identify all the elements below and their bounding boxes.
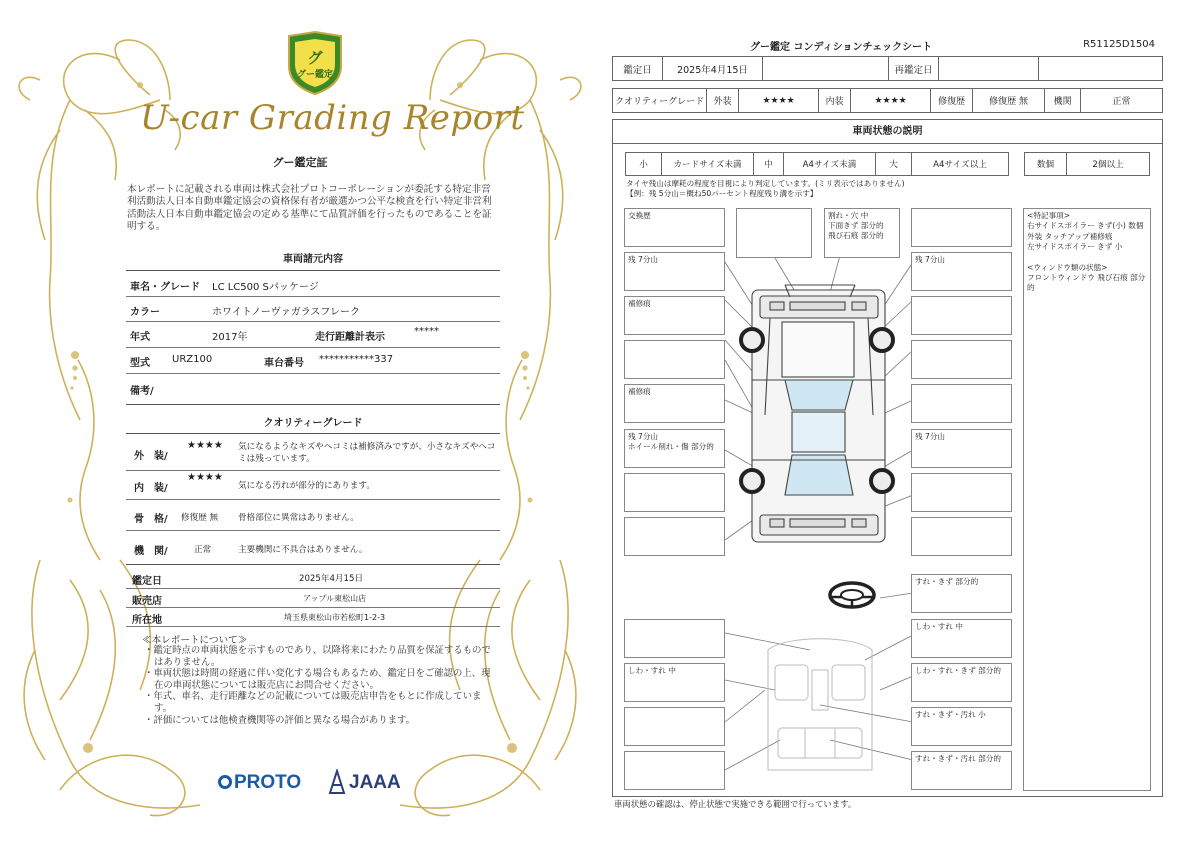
name-value: LC LC500 Sパッケージ [212,282,319,293]
ext-label: 外装 [707,89,739,113]
remark-box [624,751,725,790]
sheet-footer: 車両状態の確認は、停止状態で実施できる範囲で行っています。 [614,799,857,809]
remark-box: しわ・すれ 中 [624,663,725,702]
count-label: 数個 [1025,153,1067,176]
certificate-heading: グー鑑定証 [272,156,328,169]
address-value: 埼玉県東松山市若松町1-2-3 [284,613,386,622]
note-item: ・年式、車名、走行距離などの記載については販売店申告をもとに作成しています。 [144,691,482,714]
note-item: ・鑑定時点の車両状態を示すものであり、以降将来にわたり品質を保証するものではありません。 [144,645,491,668]
remark-box: すれ・きず・汚れ 小 [911,707,1012,746]
divider [126,607,500,608]
remark-box-front: 割れ・穴 中 下面きず 部分的 飛び石痕 部分的 [824,208,900,258]
special-title: <特記事項> [1027,211,1071,220]
jaaa-logo: JAAA [349,772,401,793]
report-script-title: U-car Grading Report [140,98,525,138]
remark-box: 残 7分山 [911,429,1012,468]
explanation-title: 車両状態の説明 [612,119,1163,144]
remark-box: 残 7分山 [624,252,725,291]
goo-kantei-emblem [283,30,347,96]
certificate-intro: 本レポートに記載される車両は株式会社プロトコーポレーションが委託する特定非営利活動法人日本自動車鑑定協会の資格保有者が厳選かつ公平な検査を行い特定非営利活動法人日本自動車鑑定協会の定める基準にて品質評価を行ったものであることを証明する。 [127,184,492,233]
int-label: 内装 [819,89,851,113]
emblem-logo-text: グ [307,49,323,67]
size-small: 小 [626,153,662,176]
engine-label: 機関 [1045,89,1081,113]
special-line: 右サイドスポイラー きず(小) 数個 [1027,221,1144,231]
divider [126,347,500,348]
divider [126,404,500,405]
remark-box [911,517,1012,556]
grade-label: クオリティーグレード [613,89,707,113]
remark-box [911,473,1012,512]
jaaa-mark-icon [328,769,346,795]
color-label: カラー [130,307,160,318]
proto-logo [218,772,301,794]
note-item: ・車両状態は時間の経過に伴い変化する場合もあるため、鑑定日をご確認の上、現在の車両状態については販売店にお問合せください。 [144,668,491,691]
condition-check-sheet [600,0,1200,848]
window-line: フロントウィンドウ 飛び石痕 部分的 [1027,273,1146,293]
remark-box [624,517,725,556]
remark-box: すれ・きず・汚れ 部分的 [911,751,1012,790]
engine-value: 正常 [194,545,212,555]
remark-box: しわ・すれ 中 [911,619,1012,658]
interior-label: 内 装/ [134,483,168,494]
sheet-title: グー鑑定 コンディションチェックシート [750,42,933,53]
exterior-comment: 気になるようなキズやヘコミは補修済みですが、小さなキズやヘコミは残っています。 [238,442,496,464]
count-value: 2個以上 [1067,153,1150,176]
int-value: ★★★★ [851,89,931,113]
remark-box [624,707,725,746]
proto-logo-text: PROTO [234,772,302,793]
shop-value: アップル東松山店 [303,594,367,603]
name-label: 車名・グレード [130,282,200,293]
mileage-value: ***** [414,326,439,337]
remarks-label: 備考/ [130,386,154,397]
divider [126,270,500,271]
sheet-id: R51125D1504 [1083,39,1155,50]
exterior-stars: ★★★★ [187,440,223,451]
size-small-desc: カードサイズ未満 [662,153,754,176]
divider [126,470,500,471]
size-large: 大 [876,153,912,176]
repair-label: 修復歴 [931,89,973,113]
reinspect-label: 再鑑定日 [889,57,939,81]
remark-box [736,208,812,258]
remark-box [911,384,1012,423]
divider [126,321,500,322]
proto-logo-mark [218,775,232,789]
frame-comment: 骨格部位に異常はありません。 [238,513,359,523]
remark-box: しわ・すれ・きず 部分的 [911,663,1012,702]
emblem-text: グー鑑定 [296,70,334,80]
tyre-note-line: 【例：残 5分山＝概ね50パーセント程度残り溝を示す】 [626,189,818,198]
special-notes [1023,208,1151,791]
frame-label: 骨 格/ [134,514,168,525]
date-label: 鑑定日 [613,57,663,81]
remark-box [911,340,1012,379]
special-line: 左サイドスポイラー きず 小 [1027,242,1123,252]
remark-box: 補修痕 [624,384,725,423]
divider [126,588,500,589]
remark-box: すれ・きず 部分的 [911,574,1012,613]
engine-comment: 主要機関に不具合はありません。 [238,545,368,555]
size-mid: 中 [754,153,784,176]
exterior-label: 外 装/ [134,451,168,462]
remark-box [624,473,725,512]
color-value: ホワイトノーヴァガラスフレーク [212,307,360,318]
interior-comment: 気になる汚れが部分的にあります。 [238,481,375,491]
engine-label: 機 関/ [134,546,168,557]
chassis-label: 車台番号 [264,358,304,369]
interior-stars: ★★★★ [187,472,223,483]
frame-value: 修復歴 無 [181,513,219,523]
remark-box: 交換歴 [624,208,725,247]
repair-value: 修復歴 無 [973,89,1045,113]
divider [126,433,500,434]
divider [126,626,500,627]
model-label: 型式 [130,358,150,369]
size-large-desc: A4サイズ以上 [912,153,1009,176]
date-value: 2025年4月15日 [663,57,763,81]
notes-title: ≪本レポートについて≫ [142,635,248,646]
remark-box: 残 7分山 [911,252,1012,291]
date-label: 鑑定日 [132,576,162,587]
ext-value: ★★★★ [739,89,819,113]
tyre-note-line: タイヤ残山は摩耗の程度を目視により判定しています。(ミリ表示ではありません) [626,179,905,188]
model-value: URZ100 [172,354,213,365]
address-label: 所在地 [132,615,162,626]
chassis-value: ***********337 [319,354,394,365]
engine-value: 正常 [1081,89,1163,113]
divider [126,296,500,297]
divider [126,499,500,500]
note-item: ・評価については他検査機関等の評価と異なる場合があります。 [144,714,415,726]
remark-box [911,296,1012,335]
year-label: 年式 [130,332,150,343]
notes-list [144,645,494,726]
divider [126,530,500,531]
remark-box [911,208,1012,247]
spacer [1027,253,1147,263]
remark-box [624,619,725,658]
mileage-label: 走行距離計表示 [315,332,385,343]
quality-title: クオリティーグレード [263,418,363,429]
remark-box: 残 7分山 ホイール削れ・傷 部分的 [624,429,725,468]
date-value: 2025年4月15日 [299,574,364,584]
divider [126,373,500,374]
size-mid-desc: A4サイズ未満 [784,153,876,176]
year-value: 2017年 [212,332,248,343]
window-title: <ウィンドウ類の状態> [1027,262,1108,272]
divider [126,564,500,565]
remark-box: 補修痕 [624,296,725,335]
steering-wheel-icon [830,583,874,607]
shop-label: 販売店 [132,596,162,607]
special-line: 外装 タッチアップ補修痕 [1027,231,1113,241]
remark-box [624,340,725,379]
specs-title: 車両諸元内容 [283,254,343,265]
